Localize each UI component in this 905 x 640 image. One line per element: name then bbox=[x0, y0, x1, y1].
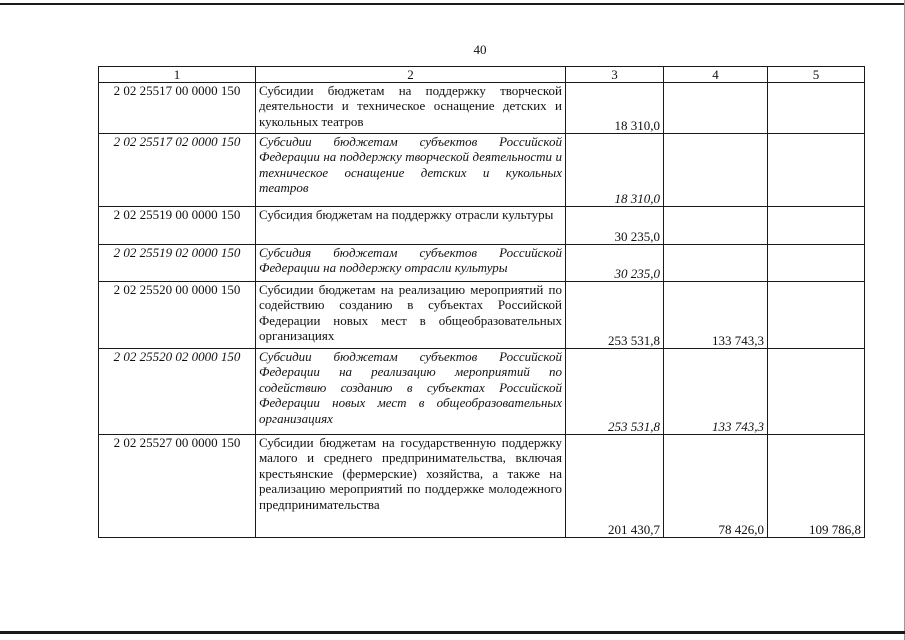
header-col-5: 5 bbox=[768, 67, 865, 83]
budget-code: 2 02 25520 02 0000 150 bbox=[99, 349, 256, 435]
header-col-1: 1 bbox=[99, 67, 256, 83]
table-row bbox=[99, 83, 865, 134]
amount-col-3: 30 235,0 bbox=[566, 245, 664, 282]
amount-col-3: 18 310,0 bbox=[566, 83, 664, 134]
amount-col-4: 133 743,3 bbox=[664, 282, 768, 349]
amount-col-4 bbox=[664, 83, 768, 134]
table-row bbox=[99, 207, 865, 245]
header-col-3: 3 bbox=[566, 67, 664, 83]
revenue-name: Субсидия бюджетам субъектов Российской Федерации на поддержку отрасли культуры bbox=[256, 245, 566, 282]
amount-col-4 bbox=[664, 207, 768, 245]
amount-col-5 bbox=[768, 282, 865, 349]
revenue-name: Субсидии бюджетам субъектов Российской Федерации на реализацию мероприятий по содействию созданию в субъектах Российской Федерации новых мест в общеобразовательных организациях bbox=[256, 349, 566, 435]
amount-col-5 bbox=[768, 245, 865, 282]
amount-col-5 bbox=[768, 83, 865, 134]
budget-code: 2 02 25519 02 0000 150 bbox=[99, 245, 256, 282]
amount-col-5: 109 786,8 bbox=[768, 435, 865, 538]
amount-col-3: 30 235,0 bbox=[566, 207, 664, 245]
page-number: 40 bbox=[473, 42, 487, 57]
table-row bbox=[99, 245, 865, 282]
table-row bbox=[99, 282, 865, 349]
budget-code: 2 02 25519 00 0000 150 bbox=[99, 207, 256, 245]
table-row bbox=[99, 435, 865, 538]
budget-code: 2 02 25527 00 0000 150 bbox=[99, 435, 256, 538]
revenue-name: Субсидии бюджетам на реализацию мероприятий по содействию созданию в субъектах Российской Федерации новых мест в общеобразовательных организациях bbox=[256, 282, 566, 349]
amount-col-3: 253 531,8 bbox=[566, 282, 664, 349]
revenue-name: Субсидии бюджетам на поддержку творческой деятельности и техническое оснащение детских и кукольных театров bbox=[256, 83, 566, 134]
amount-col-5 bbox=[768, 207, 865, 245]
header-col-4: 4 bbox=[664, 67, 768, 83]
scan-bottom-edge bbox=[0, 631, 905, 634]
revenue-name: Субсидия бюджетам на поддержку отрасли культуры bbox=[256, 207, 566, 245]
amount-col-5 bbox=[768, 134, 865, 207]
table-row bbox=[99, 349, 865, 435]
budget-code: 2 02 25517 02 0000 150 bbox=[99, 134, 256, 207]
amount-col-3: 253 531,8 bbox=[566, 349, 664, 435]
amount-col-3: 18 310,0 bbox=[566, 134, 664, 207]
revenue-name: Субсидии бюджетам субъектов Российской Федерации на поддержку творческой деятельности и техническое оснащение детских и кукольных театров bbox=[256, 134, 566, 207]
amount-col-5 bbox=[768, 349, 865, 435]
table-row bbox=[99, 134, 865, 207]
amount-col-4 bbox=[664, 134, 768, 207]
amount-col-4: 78 426,0 bbox=[664, 435, 768, 538]
amount-col-4: 133 743,3 bbox=[664, 349, 768, 435]
scan-top-edge bbox=[0, 3, 905, 5]
amount-col-3: 201 430,7 bbox=[566, 435, 664, 538]
budget-code: 2 02 25517 00 0000 150 bbox=[99, 83, 256, 134]
header-row bbox=[99, 67, 865, 83]
budget-code: 2 02 25520 00 0000 150 bbox=[99, 282, 256, 349]
revenue-name: Субсидии бюджетам на государственную поддержку малого и среднего предпринимательства, включая крестьянские (фермерские) хозяйства, а также на реализацию мероприятий по поддержке молодежного предпринимательства bbox=[256, 435, 566, 538]
budget-table bbox=[98, 66, 865, 538]
amount-col-4 bbox=[664, 245, 768, 282]
header-col-2: 2 bbox=[256, 67, 566, 83]
